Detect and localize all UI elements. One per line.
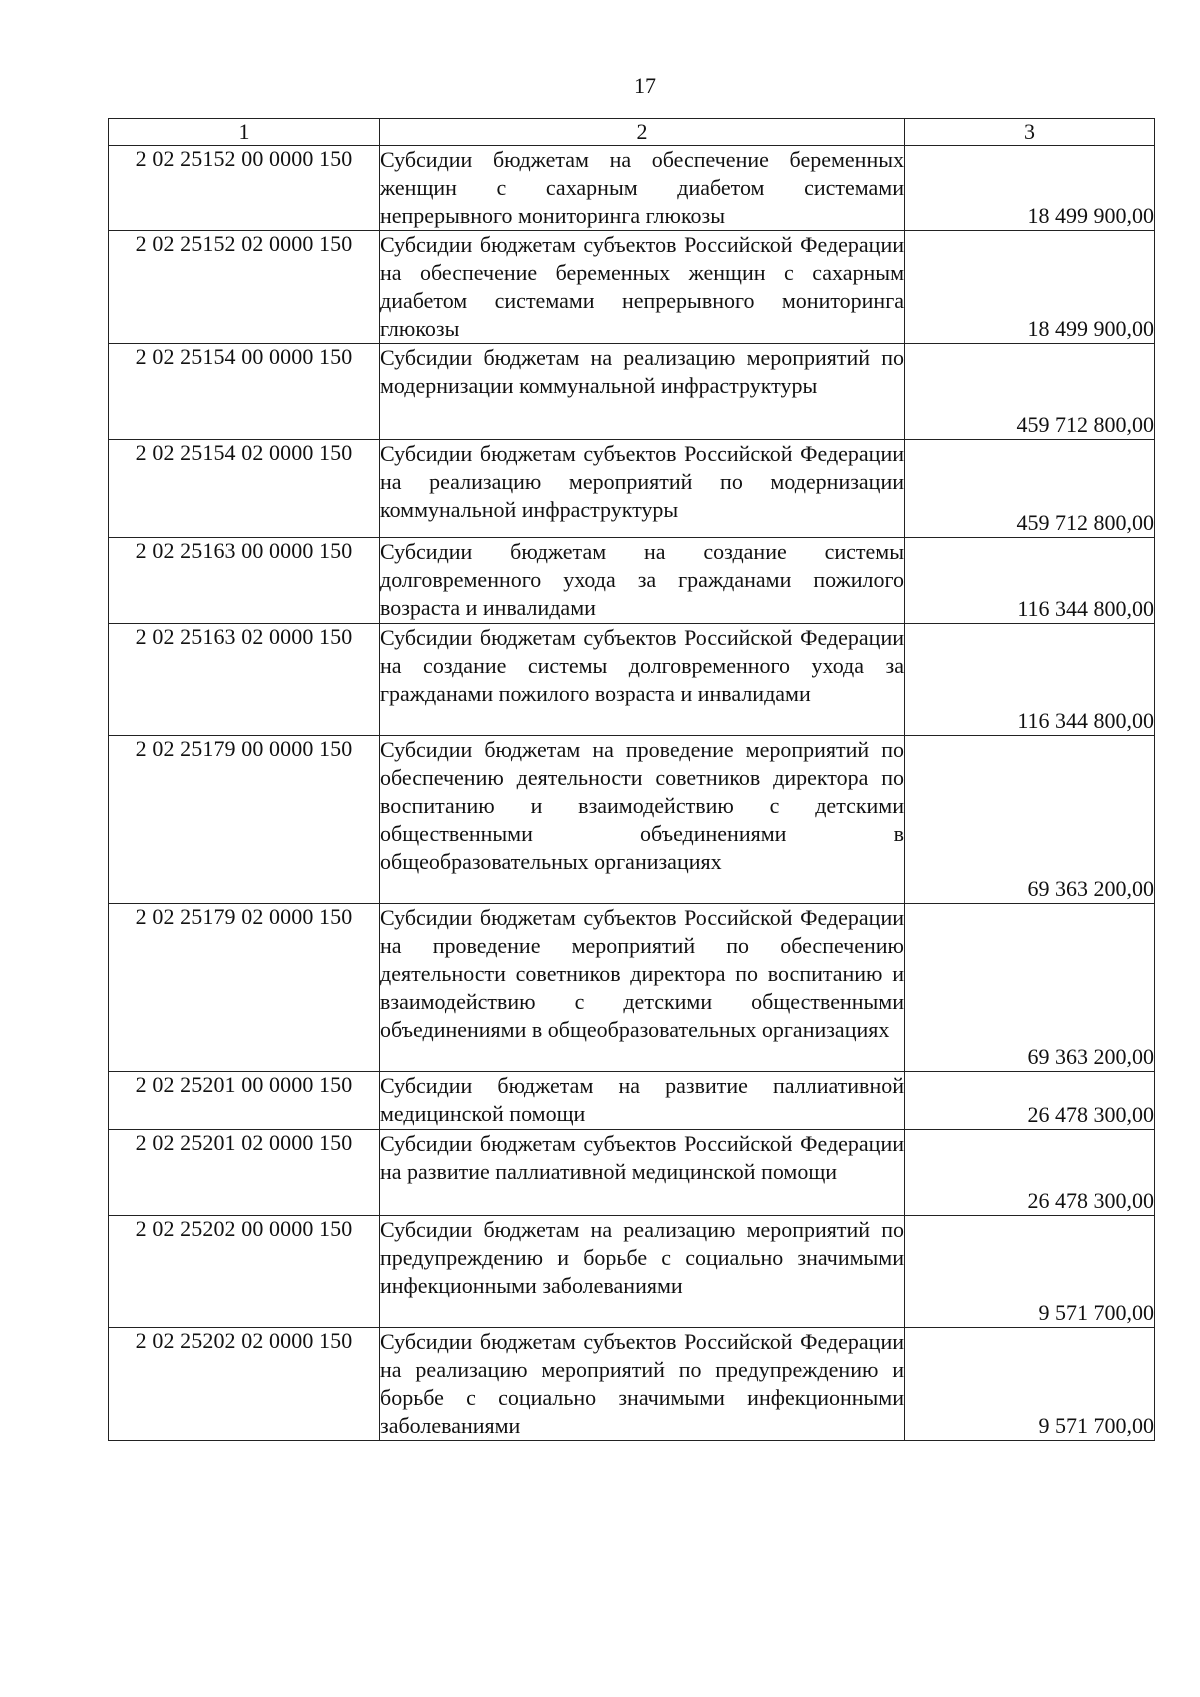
row-amount: 26 478 300,00: [905, 1130, 1155, 1216]
row-code: 2 02 25179 02 0000 150: [109, 904, 380, 1072]
table-row: [109, 440, 1155, 538]
column-header-amount: 3: [905, 119, 1155, 146]
row-description: Субсидии бюджетам субъектов Российской Федерации на создание системы долговременного ухода за гражданами пожилого возраста и инвалидами: [380, 624, 905, 736]
row-code: 2 02 25154 00 0000 150: [109, 344, 380, 440]
row-code: 2 02 25179 00 0000 150: [109, 736, 380, 904]
row-description: Субсидии бюджетам на обеспечение беременных женщин с сахарным диабетом системами непрерывного мониторинга глюкозы: [380, 146, 905, 231]
row-amount: 459 712 800,00: [905, 440, 1155, 538]
column-header-code: 1: [109, 119, 380, 146]
column-header-description: 2: [380, 119, 905, 146]
row-description: Субсидии бюджетам на реализацию мероприятий по предупреждению и борьбе с социально значимыми инфекционными заболеваниями: [380, 1216, 905, 1328]
row-description: Субсидии бюджетам субъектов Российской Федерации на развитие паллиативной медицинской помощи: [380, 1130, 905, 1216]
row-code: 2 02 25163 00 0000 150: [109, 538, 380, 624]
budget-revenue-table: [108, 118, 1155, 1441]
row-amount: 459 712 800,00: [905, 344, 1155, 440]
table-row: [109, 344, 1155, 440]
row-amount: 18 499 900,00: [905, 231, 1155, 344]
row-code: 2 02 25163 02 0000 150: [109, 624, 380, 736]
page-number: 17: [634, 73, 656, 98]
row-code: 2 02 25201 02 0000 150: [109, 1130, 380, 1216]
table-row: [109, 736, 1155, 904]
row-amount: 69 363 200,00: [905, 904, 1155, 1072]
row-description: Субсидии бюджетам субъектов Российской Федерации на реализацию мероприятий по предупреждению и борьбе с социально значимыми инфекционными заболеваниями: [380, 1328, 905, 1441]
row-description: Субсидии бюджетам на реализацию мероприятий по модернизации коммунальной инфраструктуры: [380, 344, 905, 440]
row-description: Субсидии бюджетам на развитие паллиативной медицинской помощи: [380, 1072, 905, 1130]
table-row: [109, 231, 1155, 344]
row-description: Субсидии бюджетам субъектов Российской Федерации на обеспечение беременных женщин с сахарным диабетом системами непрерывного мониторинга глюкозы: [380, 231, 905, 344]
row-code: 2 02 25202 00 0000 150: [109, 1216, 380, 1328]
row-description: Субсидии бюджетам субъектов Российской Федерации на проведение мероприятий по обеспечению деятельности советников директора по воспитанию и взаимодействию с детскими общественными объединениями в общеобразовательных организациях: [380, 904, 905, 1072]
table-row: [109, 1130, 1155, 1216]
row-code: 2 02 25152 00 0000 150: [109, 146, 380, 231]
row-description: Субсидии бюджетам на создание системы долговременного ухода за гражданами пожилого возраста и инвалидами: [380, 538, 905, 624]
row-amount: 116 344 800,00: [905, 624, 1155, 736]
row-amount: 18 499 900,00: [905, 146, 1155, 231]
table-row: [109, 904, 1155, 1072]
row-amount: 26 478 300,00: [905, 1072, 1155, 1130]
table-row: [109, 538, 1155, 624]
table-row: [109, 624, 1155, 736]
table-row: [109, 146, 1155, 231]
row-code: 2 02 25152 02 0000 150: [109, 231, 380, 344]
row-description: Субсидии бюджетам на проведение мероприятий по обеспечению деятельности советников директора по воспитанию и взаимодействию с детскими общественными объединениями в общеобразовательных организациях: [380, 736, 905, 904]
row-amount: 9 571 700,00: [905, 1216, 1155, 1328]
row-amount: 116 344 800,00: [905, 538, 1155, 624]
table-header-row: [109, 119, 1155, 146]
table-row: [109, 1072, 1155, 1130]
table-row: [109, 1328, 1155, 1441]
row-amount: 69 363 200,00: [905, 736, 1155, 904]
row-code: 2 02 25202 02 0000 150: [109, 1328, 380, 1441]
row-description: Субсидии бюджетам субъектов Российской Федерации на реализацию мероприятий по модернизации коммунальной инфраструктуры: [380, 440, 905, 538]
row-amount: 9 571 700,00: [905, 1328, 1155, 1441]
row-code: 2 02 25154 02 0000 150: [109, 440, 380, 538]
row-code: 2 02 25201 00 0000 150: [109, 1072, 380, 1130]
table-row: [109, 1216, 1155, 1328]
